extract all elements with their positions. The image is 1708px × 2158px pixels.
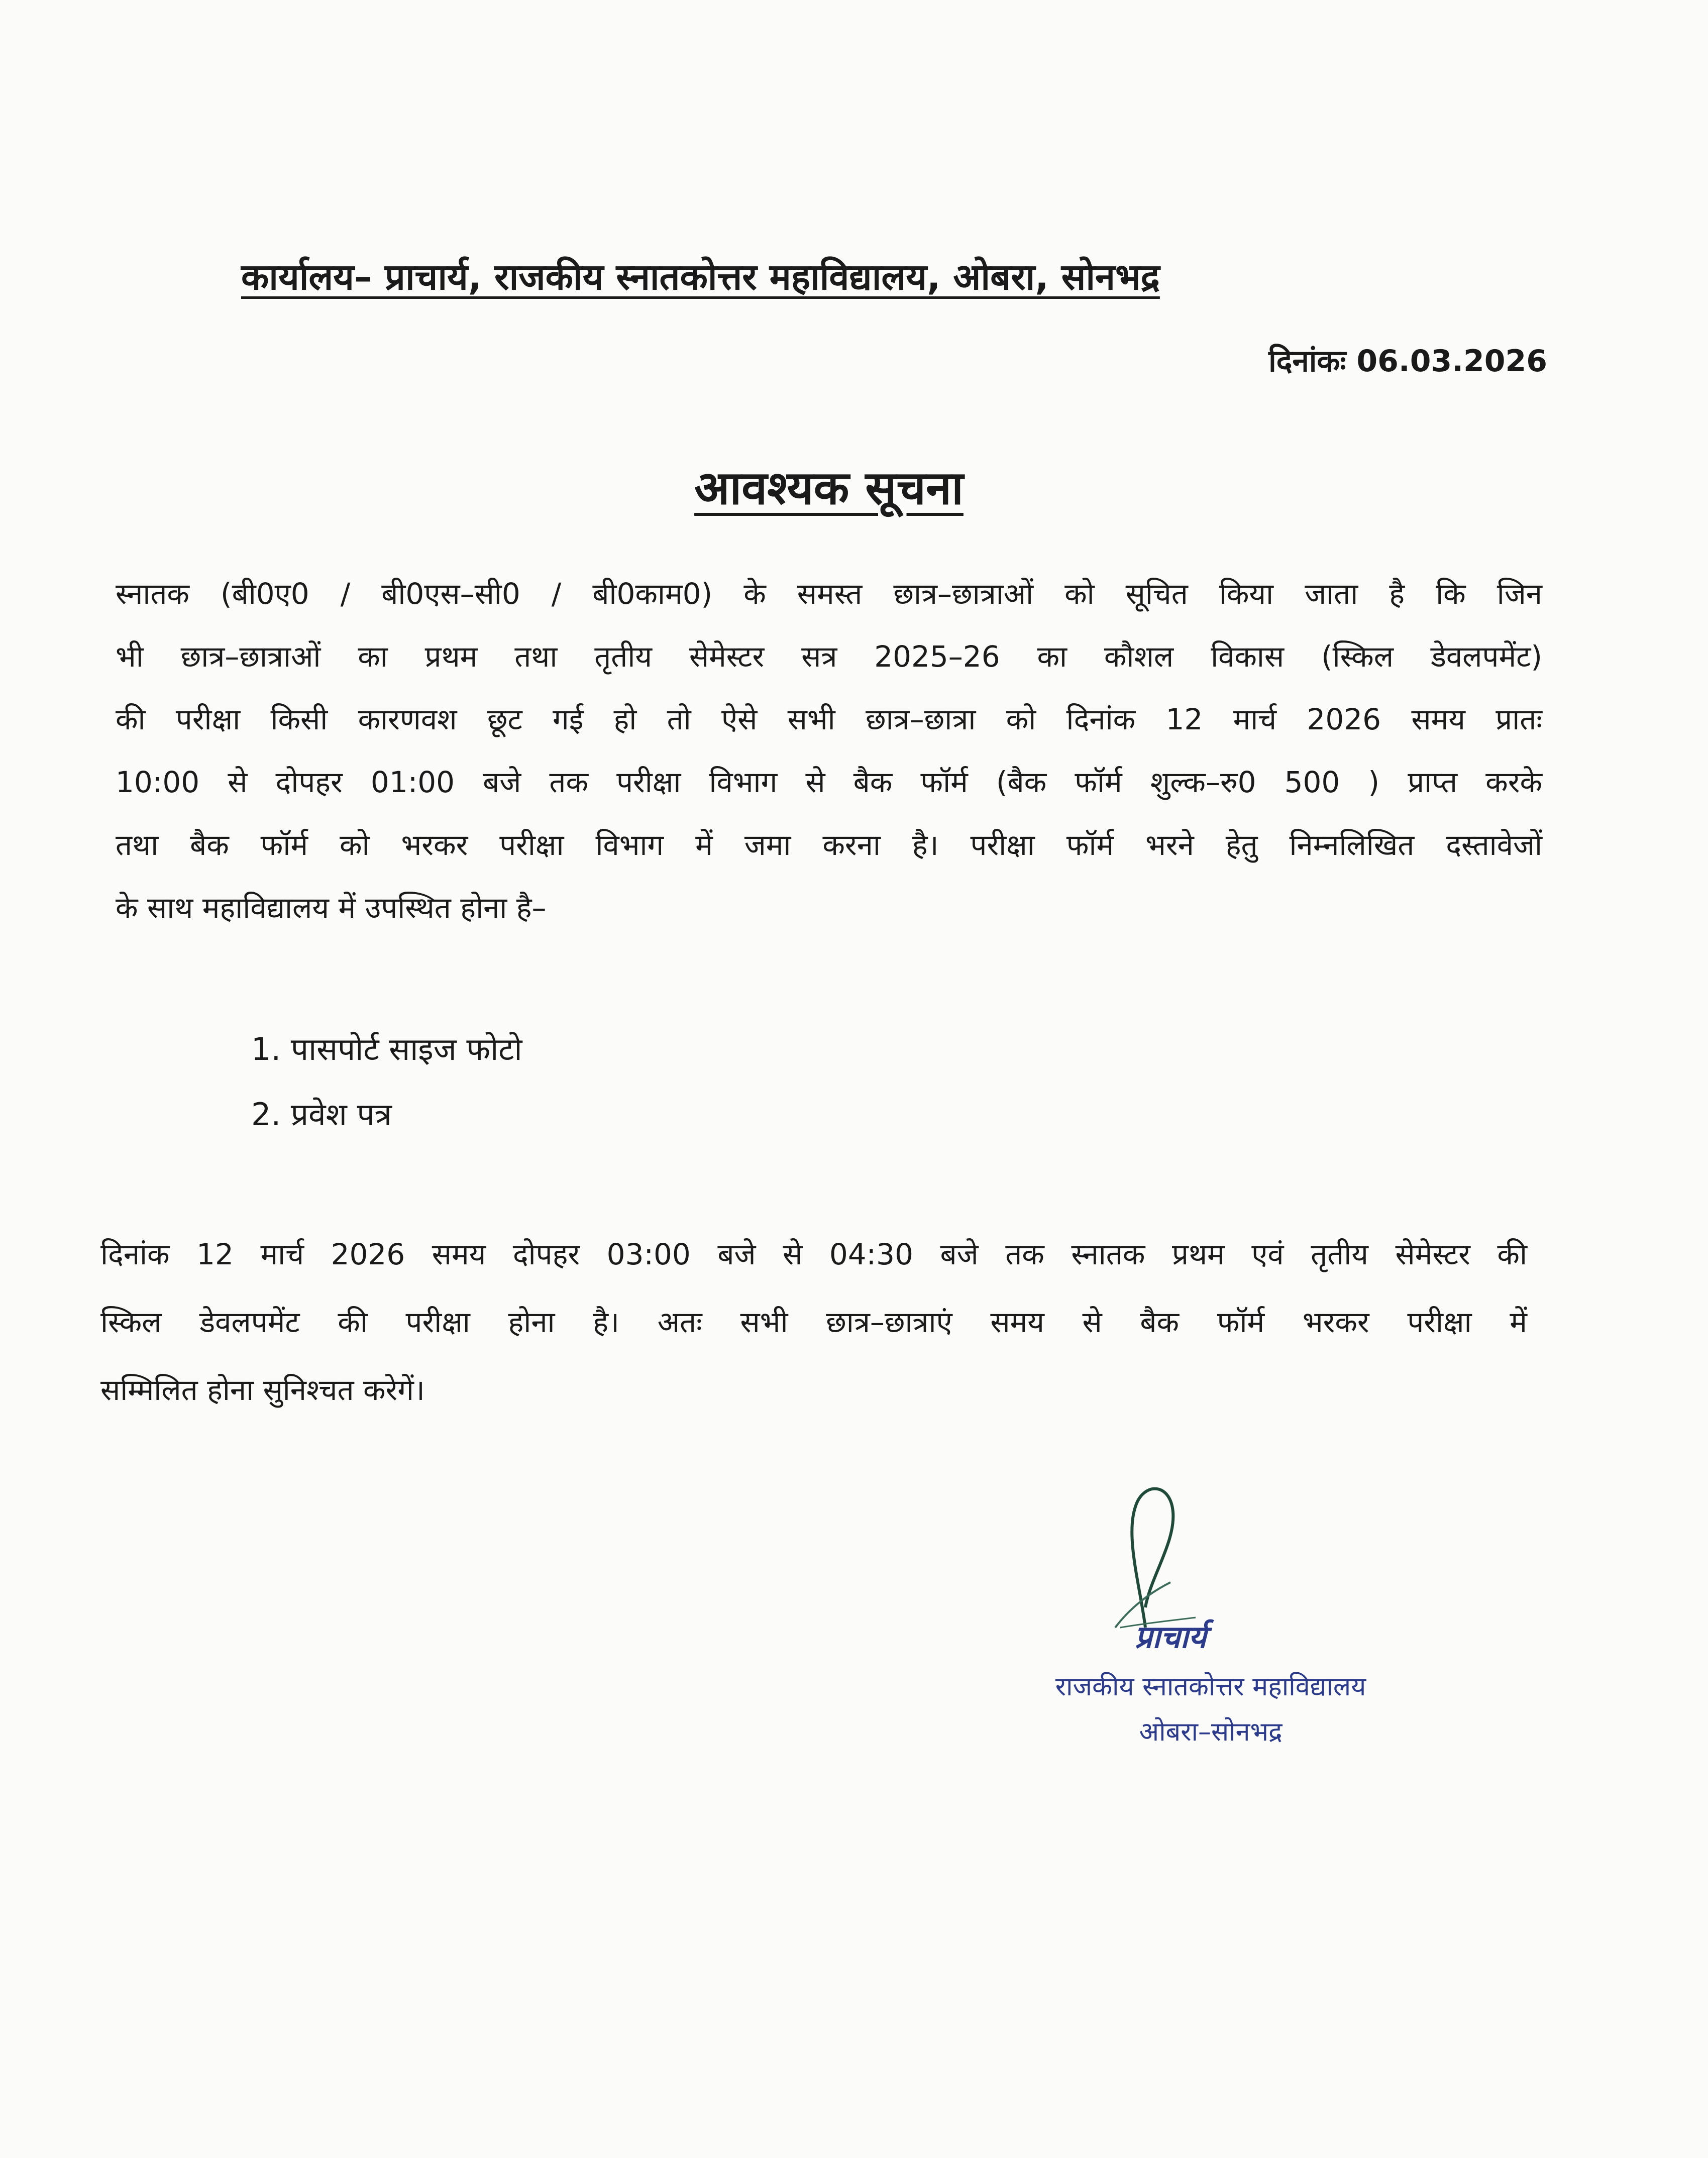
list-item: 2. प्रवेश पत्र	[251, 1096, 392, 1133]
paragraph-line: के साथ महाविद्यालय में उपस्थित होना है–	[116, 891, 547, 925]
notice-title: आवश्यक सूचना	[694, 461, 964, 515]
notice-date: दिनांकः 06.03.2026	[1268, 344, 1547, 379]
stamp-organization: राजकीय स्नातकोत्तर महाविद्यालय	[1055, 1672, 1366, 1702]
paragraph-line: भी छात्र–छात्राओं का प्रथम तथा तृतीय सेमेस्टर सत्र 2025–26 का कौशल विकास (स्किल डेवलपमेंट)	[116, 639, 1542, 674]
paragraph-line: दिनांक 12 मार्च 2026 समय दोपहर 03:00 बजे से 04:30 बजे तक स्नातक प्रथम एवं तृतीय सेमेस्टर की	[100, 1237, 1527, 1271]
paragraph-line: सम्मिलित होना सुनिश्चत करेगें।	[100, 1373, 425, 1407]
signature	[1095, 1477, 1246, 1638]
paragraph-line: की परीक्षा किसी कारणवश छूट गई हो तो ऐसे सभी छात्र–छात्रा को दिनांक 12 मार्च 2026 समय प्रातः	[116, 702, 1542, 736]
paragraph-line: 10:00 से दोपहर 01:00 बजे तक परीक्षा विभाग से बैक फॉर्म (बैक फॉर्म शुल्क–रु0 500 ) प्राप्त करके	[116, 765, 1542, 799]
list-item: 1. पासपोर्ट साइज फोटो	[251, 1031, 522, 1067]
paragraph-line: तथा बैक फॉर्म को भरकर परीक्षा विभाग में जमा करना है। परीक्षा फॉर्म भरने हेतु निम्नलिखित दस्तावेजों	[116, 828, 1542, 862]
stamp-designation: प्राचार्य	[1134, 1618, 1207, 1655]
office-header: कार्यालय– प्राचार्य, राजकीय स्नातकोत्तर महाविद्यालय, ओबरा, सोनभद्र	[241, 256, 1160, 298]
paragraph-line: स्नातक (बी0ए0 / बी0एस–सी0 / बी0काम0) के समस्त छात्र–छात्राओं को सूचित किया जाता है कि जिन	[116, 577, 1542, 611]
stamp-place: ओबरा–सोनभद्र	[1139, 1717, 1283, 1747]
signature-stroke	[1132, 1489, 1173, 1628]
paragraph-line: स्किल डेवलपमेंट की परीक्षा होना है। अतः सभी छात्र–छात्राएं समय से बैक फॉर्म भरकर परीक्षा में	[100, 1305, 1527, 1339]
